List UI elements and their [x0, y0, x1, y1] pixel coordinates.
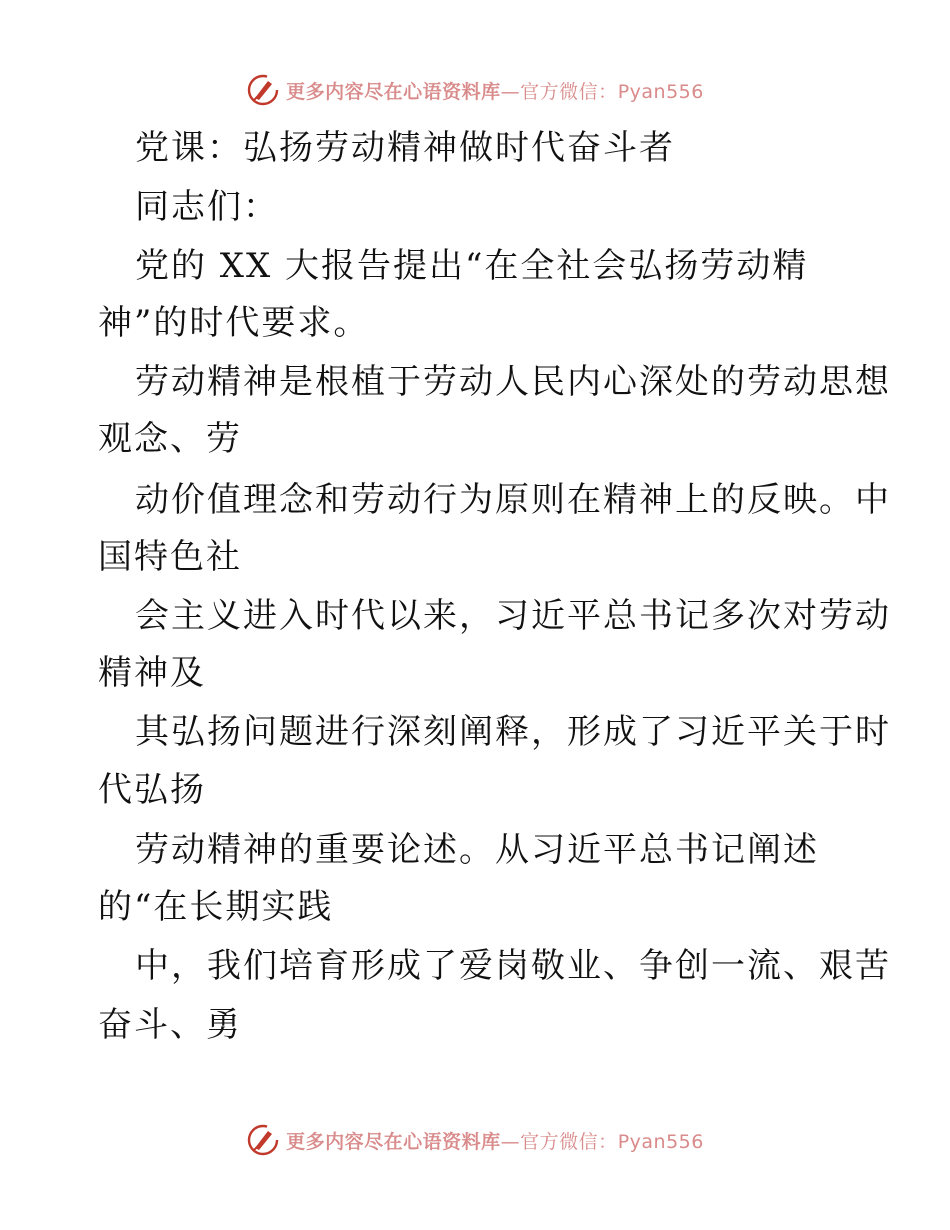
body-line: 的“在长期实践 [98, 887, 334, 927]
quill-pen-logo-icon [246, 73, 280, 107]
body-line: 其弘扬问题进行深刻阐释，形成了习近平关于时 [135, 712, 891, 752]
watermark-text [286, 77, 704, 104]
body-line: 中，我们培育形成了爱岗敬业、争创一流、艰苦 [135, 946, 891, 986]
quill-pen-logo-icon [246, 1123, 280, 1157]
watermark-source: 更多内容尽在心语资料库 [286, 1130, 501, 1153]
watermark-contact-id: Pyan556 [617, 80, 704, 103]
body-line: 国特色社 [98, 537, 242, 577]
watermark-source: 更多内容尽在心语资料库 [286, 80, 501, 103]
body-line: 党的 XX 大报告提出“在全社会弘扬劳动精 [135, 246, 809, 286]
body-line: 奋斗、勇 [98, 1005, 242, 1045]
body-line: 会主义进入时代以来，习近平总书记多次对劳动 [135, 596, 891, 636]
document-title: 党课：弘扬劳动精神做时代奋斗者 [135, 128, 675, 168]
body-line: 动价值理念和劳动行为原则在精神上的反映。中 [135, 480, 891, 520]
header-watermark [0, 70, 950, 110]
salutation: 同志们： [135, 187, 279, 227]
footer-watermark [0, 1120, 950, 1160]
body-line: 劳动精神的重要论述。从习近平总书记阐述 [135, 830, 819, 870]
body-line: 精神及 [98, 653, 206, 693]
watermark-contact-id: Pyan556 [617, 1130, 704, 1153]
watermark-separator: — [500, 1130, 521, 1153]
watermark-separator: — [500, 80, 521, 103]
body-line: 观念、劳 [98, 419, 242, 459]
body-line: 劳动精神是根植于劳动人民内心深处的劳动思想 [135, 362, 891, 402]
watermark-text [286, 1127, 704, 1154]
watermark-contact-label: 官方微信： [520, 1130, 618, 1153]
body-line: 代弘扬 [98, 770, 206, 810]
body-line: 神”的时代要求。 [98, 303, 370, 343]
watermark-contact-label: 官方微信： [520, 80, 618, 103]
